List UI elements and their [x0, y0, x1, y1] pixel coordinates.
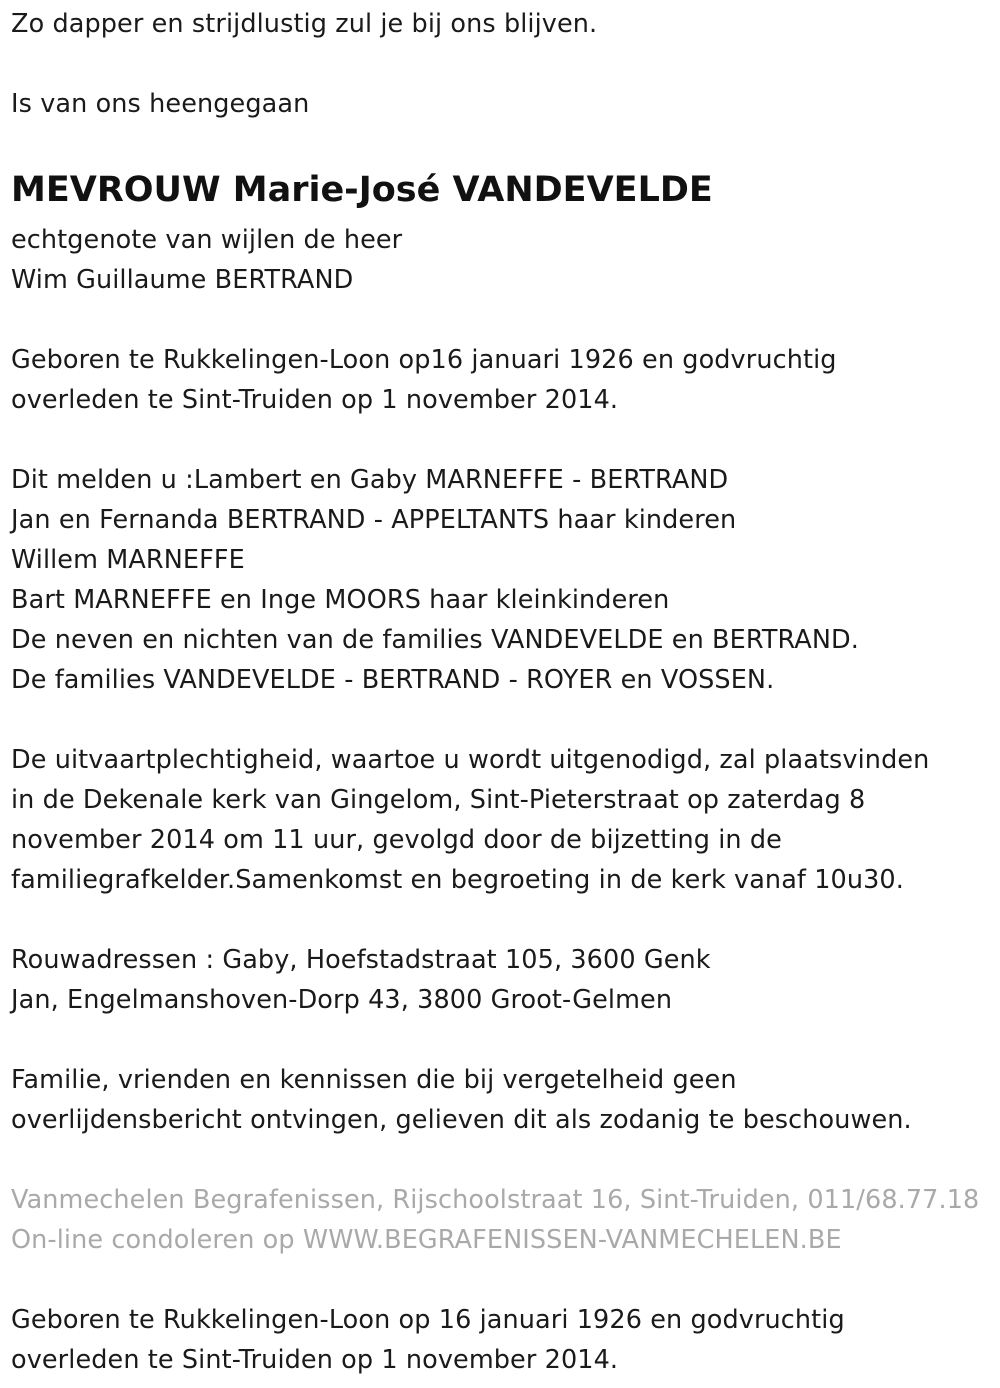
family-line: De neven en nichten van de families VANDEVELDE en BERTRAND.: [11, 625, 859, 655]
family-line: Jan en Fernanda BERTRAND - APPELTANTS haar kinderen: [11, 505, 737, 535]
obituary-document: [11, 4, 996, 1380]
notice-line: overlijdensbericht ontvingen, gelieven dit als zodanig te beschouwen.: [11, 1105, 912, 1135]
announcement-line: Is van ons heengegaan: [11, 89, 310, 119]
birth-death-line: Geboren te Rukkelingen-Loon op 16 januari 1926 en godvruchtig: [11, 1305, 845, 1335]
family-line: Dit melden u :Lambert en Gaby MARNEFFE - BERTRAND: [11, 465, 729, 495]
funeral-line: in de Dekenale kerk van Gingelom, Sint-Pieterstraat op zaterdag 8: [11, 785, 866, 815]
notice-line: Familie, vrienden en kennissen die bij vergetelheid geen: [11, 1065, 737, 1095]
spacer: [11, 420, 996, 460]
spacer: [11, 300, 996, 340]
deceased-name: MEVROUW Marie-José VANDEVELDE: [11, 170, 713, 210]
family-line: Willem MARNEFFE: [11, 545, 245, 575]
funeral-line: De uitvaartplechtigheid, waartoe u wordt uitgenodigd, zal plaatsvinden: [11, 745, 930, 775]
spacer: [11, 124, 996, 164]
spacer: [11, 700, 996, 740]
opening-line: Zo dapper en strijdlustig zul je bij ons blijven.: [11, 9, 598, 39]
address-line: Rouwadressen : Gaby, Hoefstadstraat 105, 3600 Genk: [11, 945, 711, 975]
spouse-line: Wim Guillaume BERTRAND: [11, 265, 354, 295]
spacer: [11, 900, 996, 940]
spacer: [11, 1140, 996, 1180]
birth-death-line: overleden te Sint-Truiden op 1 november 2014.: [11, 385, 619, 415]
birth-death-line: Geboren te Rukkelingen-Loon op16 januari 1926 en godvruchtig: [11, 345, 837, 375]
family-line: Bart MARNEFFE en Inge MOORS haar kleinkinderen: [11, 585, 670, 615]
family-line: De families VANDEVELDE - BERTRAND - ROYER en VOSSEN.: [11, 665, 775, 695]
spacer: [11, 1020, 996, 1060]
undertaker-line: Vanmechelen Begrafenissen, Rijschoolstraat 16, Sint-Truiden, 011/68.77.18: [11, 1185, 980, 1215]
condolence-link[interactable]: On-line condoleren op WWW.BEGRAFENISSEN-VANMECHELEN.BE: [11, 1225, 842, 1255]
funeral-line: november 2014 om 11 uur, gevolgd door de bijzetting in de: [11, 825, 782, 855]
spacer: [11, 1260, 996, 1300]
address-line: Jan, Engelmanshoven-Dorp 43, 3800 Groot-Gelmen: [11, 985, 673, 1015]
spacer: [11, 44, 996, 84]
spouse-line: echtgenote van wijlen de heer: [11, 225, 403, 255]
birth-death-line: overleden te Sint-Truiden op 1 november 2014.: [11, 1345, 619, 1375]
funeral-line: familiegrafkelder.Samenkomst en begroeting in de kerk vanaf 10u30.: [11, 865, 904, 895]
